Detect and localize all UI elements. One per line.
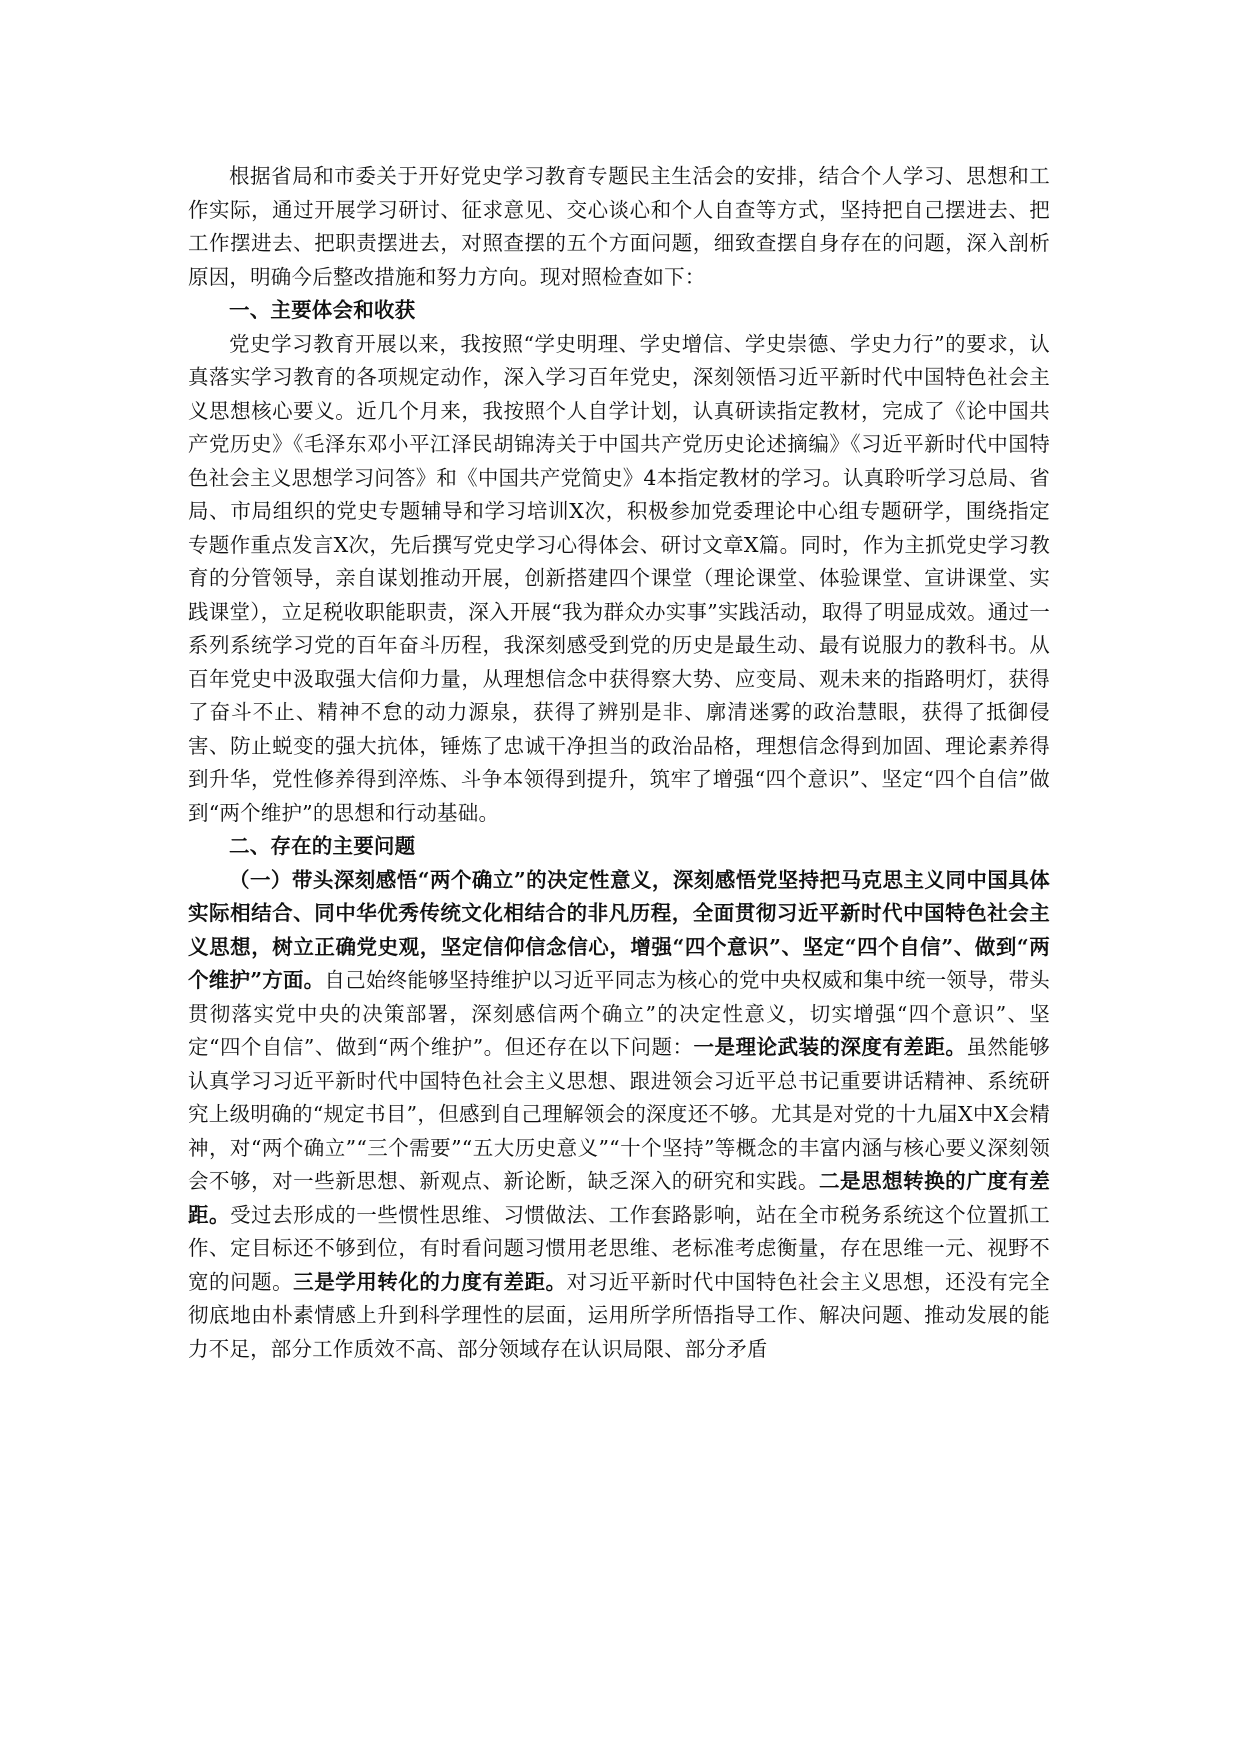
problem-3-text: 对习近平新时代中国特色社会主义思想，还没有完全彻底地由朴素情感上升到科学理性的层面，运用所学所悟指导工作、解决问题、推动发展的能力不足，部分工作质效不高、部分领域存在认识局限、部分矛盾 <box>188 1269 1050 1361</box>
problem-3-title: 三是学用转化的力度有差距。 <box>293 1269 567 1294</box>
problem-2-title: 二是思想转换的广度有差距。 <box>188 1169 1051 1227</box>
document-page <box>188 160 1050 1366</box>
section-2-heading: 二、存在的主要问题 <box>229 834 416 858</box>
section-1-heading: 一、主要体会和收获 <box>229 298 416 322</box>
subsection-1-title: （一）带头深刻感悟“两个确立”的决定性意义，深刻感悟党坚持把马克思主义同中国具体实际相结合、同中华优秀传统文化相结合的非凡历程，全面贯彻习近平新时代中国特色社会主义思想，树立正确党史观，坚定信仰信念信心，增强“四个意识”、坚定“四个自信”、做到“两个维护”方面。 <box>188 867 1050 992</box>
section-2-subsection-1 <box>188 864 1050 1367</box>
problem-1-text: 虽然能够认真学习习近平新时代中国特色社会主义思想、跟进领会习近平总书记重要讲话精神、系统研究上级明确的“规定书目”，但感到自己理解领会的深度还不够。尤其是对党的十九届X中X会精神，对“两个确立”“三个需要”“五大历史意义”“十个坚持”等概念的丰富内涵与核心要义深刻领会不够，对一些新思想、新观点、新论断，缺乏深入的研究和实践。 <box>188 1035 1050 1193</box>
subsection-1-text: 自己始终能够坚持维护以习近平同志为核心的党中央权威和集中统一领导，带头贯彻落实党中央的决策部署，深刻感信两个确立”的决定性意义，切实增强“四个意识”、坚定“四个自信”、做到“两个维护”。但还存在以下问题： <box>188 968 1050 1059</box>
problem-1-title: 一是理论武装的深度有差距。 <box>693 1035 967 1059</box>
section-1-body: 党史学习教育开展以来，我按照“学史明理、学史增信、学史崇德、学史力行”的要求，认真落实学习教育的各项规定动作，深入学习百年党史，深刻领悟习近平新时代中国特色社会主义思想核心要义。近几个月来，我按照个人自学计划，认真研读指定教材，完成了《论中国共产党历史》《毛泽东邓小平江泽民胡锦涛关于中国共产党历史论述摘编》《习近平新时代中国特色社会主义思想学习问答》和《中国共产党简史》4本指定教材的学习。认真聆听学习总局、省局、市局组织的党史专题辅导和学习培训X次，积极参加党委理论中心组专题研学，围绕指定专题作重点发言X次，先后撰写党史学习心得体会、研讨文章X篇。同时，作为主抓党史学习教育的分管领导，亲自谋划推动开展，创新搭建四个课堂（理论课堂、体验课堂、宣讲课堂、实践课堂），立足税收职能职责，深入开展“我为群众办实事”实践活动，取得了明显成效。通过一系列系统学习党的百年奋斗历程，我深刻感受到党的历史是最生动、最有说服力的教科书。从百年党史中汲取强大信仰力量，从理想信念中获得察大势、应变局、观未来的指路明灯，获得了奋斗不止、精神不怠的动力源泉，获得了辨别是非、廓清迷雾的政治慧眼，获得了抵御侵害、防止蜕变的强大抗体，锤炼了忠诚干净担当的政治品格，理想信念得到加固、理论素养得到升华，党性修养得到淬炼、斗争本领得到提升，筑牢了增强“四个意识”、坚定“四个自信”做到“两个维护”的思想和行动基础。 <box>188 331 1050 825</box>
problem-2-text: 受过去形成的一些惯性思维、习惯做法、工作套路影响，站在全市税务系统这个位置抓工作、定目标还不够到位，有时看问题习惯用老思维、老标准考虑衡量，存在思维一元、视野不宽的问题。 <box>188 1202 1050 1294</box>
intro-paragraph: 根据省局和市委关于开好党史学习教育专题民主生活会的安排，结合个人学习、思想和工作实际，通过开展学习研讨、征求意见、交心谈心和个人自查等方式，坚持把自己摆进去、把工作摆进去、把职责摆进去，对照查摆的五个方面问题，细致查摆自身存在的问题，深入剖析原因，明确今后整改措施和努力方向。现对照检查如下： <box>188 164 1050 289</box>
